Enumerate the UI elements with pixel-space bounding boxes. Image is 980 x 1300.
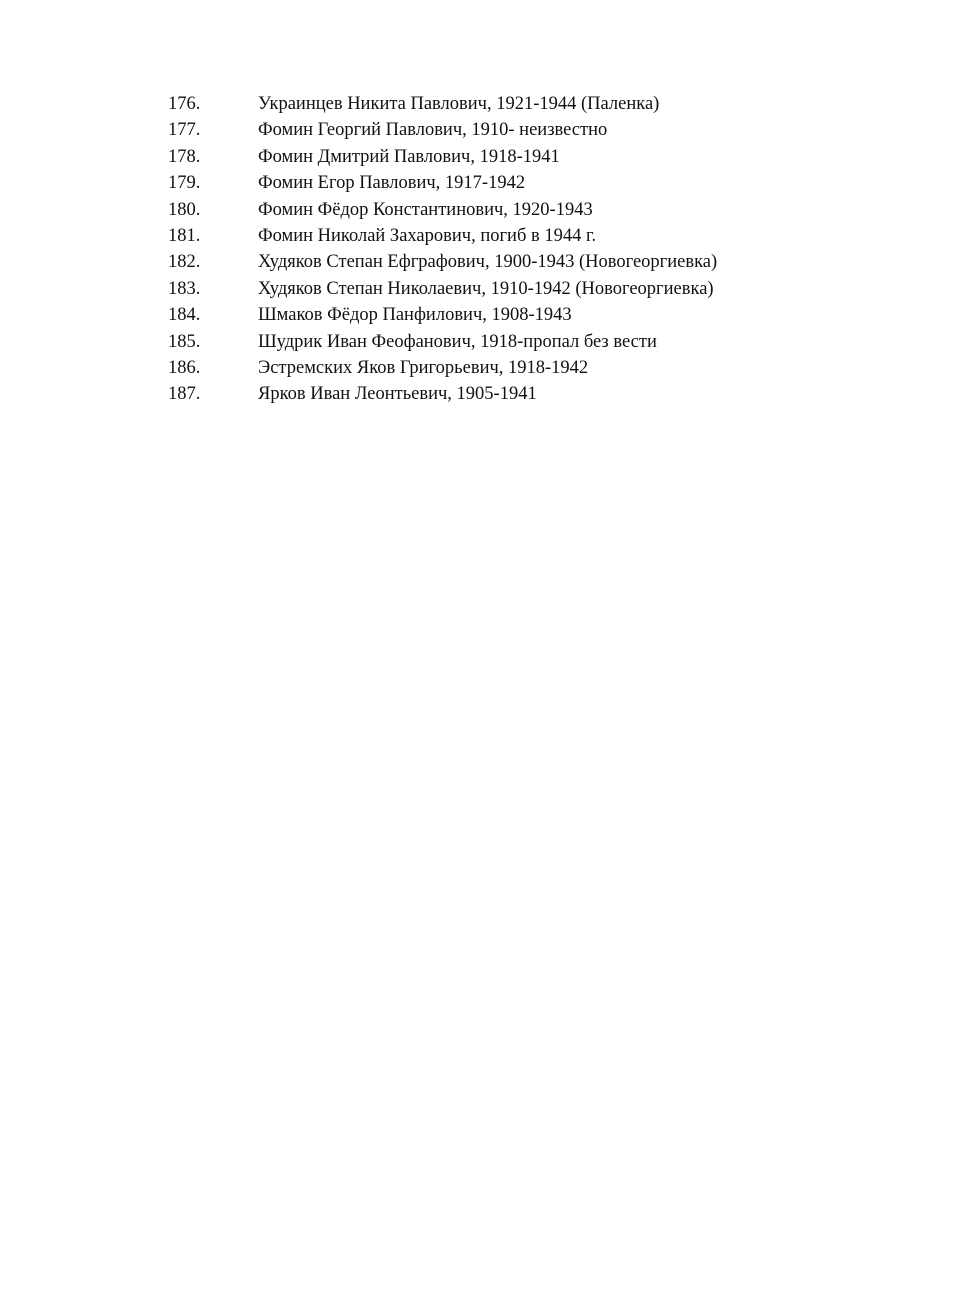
list-item-text: Фомин Дмитрий Павлович, 1918-1941 — [258, 146, 560, 167]
list-item-text: Фомин Георгий Павлович, 1910- неизвестно — [258, 120, 608, 141]
list-item — [168, 223, 717, 249]
list-item-text: Шмаков Фёдор Панфилович, 1908-1943 — [258, 305, 572, 326]
list-item-number: 176. — [168, 94, 201, 114]
list-item-text: Фомин Егор Павлович, 1917-1942 — [258, 173, 526, 194]
list-item — [168, 302, 717, 328]
list-item-text: Фомин Фёдор Константинович, 1920-1943 — [258, 199, 593, 220]
list-item-number: 181. — [168, 225, 201, 246]
list-item-number: 183. — [168, 278, 201, 299]
list-item — [168, 197, 717, 223]
list-item-text: Эстремских Яков Григорьевич, 1918-1942 — [258, 357, 589, 378]
numbered-list — [168, 91, 717, 408]
list-item-text: Худяков Степан Николаевич, 1910-1942 (Новогеоргиевка) — [258, 278, 714, 299]
list-item — [168, 381, 717, 407]
list-item-number: 177. — [168, 120, 201, 141]
list-item — [168, 276, 717, 302]
list-item-text: Фомин Николай Захарович, погиб в 1944 г. — [258, 225, 597, 246]
list-item — [168, 355, 717, 381]
list-item-text: Худяков Степан Ефграфович, 1900-1943 (Новогеоргиевка) — [258, 252, 718, 273]
list-item-number: 185. — [168, 331, 201, 352]
list-item — [168, 91, 717, 117]
list-item-number: 178. — [168, 146, 201, 167]
list-item — [168, 170, 717, 196]
list-item-text: Ярков Иван Леонтьевич, 1905-1941 — [258, 384, 537, 405]
list-item — [168, 117, 717, 143]
list-item-text: Украинцев Никита Павлович, 1921-1944 (Паленка) — [258, 94, 660, 114]
list-item-number: 186. — [168, 357, 201, 378]
list-item-number: 184. — [168, 305, 201, 326]
list-item-number: 182. — [168, 252, 201, 273]
list-item — [168, 329, 717, 355]
list-item — [168, 144, 717, 170]
list-item-number: 179. — [168, 173, 201, 194]
list-item — [168, 249, 717, 275]
list-item-number: 187. — [168, 384, 201, 405]
list-item-text: Шудрик Иван Феофанович, 1918-пропал без вести — [258, 331, 657, 352]
list-item-number: 180. — [168, 199, 201, 220]
